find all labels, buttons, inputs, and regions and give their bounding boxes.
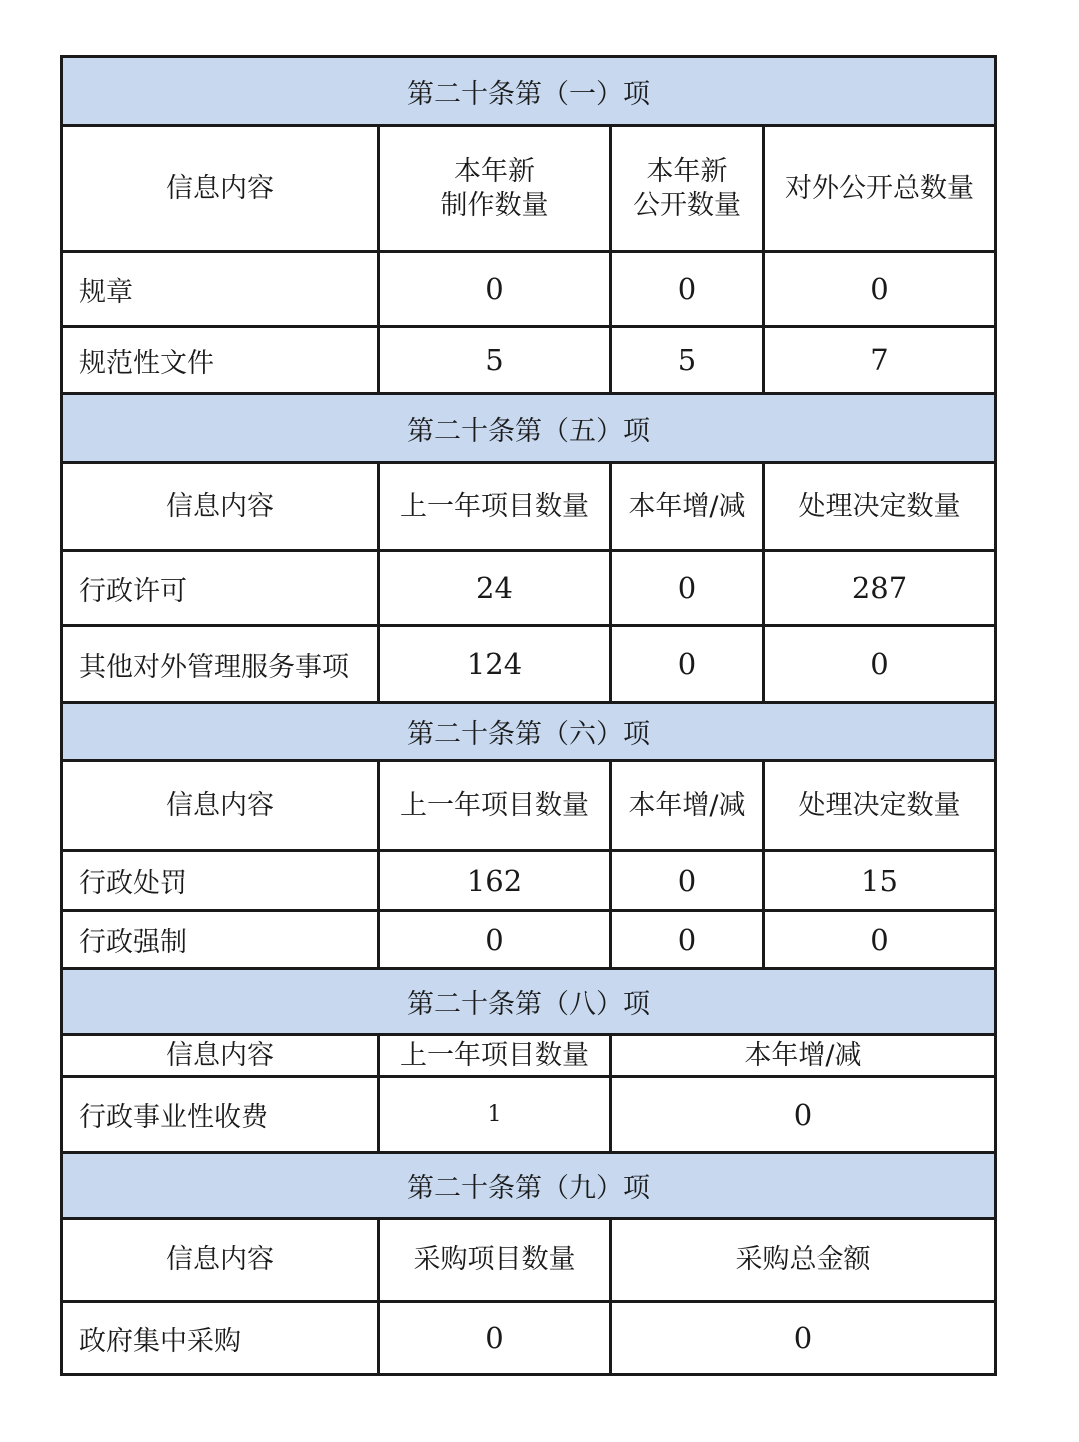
header-cell: 上一年项目数量: [379, 463, 611, 551]
section-5-header-row: [62, 1219, 996, 1302]
table-row: [62, 911, 996, 969]
header-cell: 信息内容: [62, 126, 379, 252]
value-cell: 5: [379, 327, 611, 394]
value-cell: 0: [611, 911, 764, 969]
row-label: 行政处罚: [62, 851, 379, 911]
value-cell: 7: [764, 327, 996, 394]
header-cell: 处理决定数量: [764, 463, 996, 551]
row-label: 政府集中采购: [62, 1302, 379, 1375]
header-cell: 对外公开总数量: [764, 126, 996, 252]
header-cell: 采购总金额: [611, 1219, 996, 1302]
section-2-header-row: [62, 463, 996, 551]
header-cell: 信息内容: [62, 761, 379, 851]
header-cell: 信息内容: [62, 1219, 379, 1302]
value-cell: 0: [611, 1302, 996, 1375]
header-cell: [379, 126, 611, 252]
header-cell: 上一年项目数量: [379, 1035, 611, 1077]
row-label: 行政许可: [62, 551, 379, 626]
header-line: 本年新: [454, 155, 535, 187]
section-2-title-row: [62, 394, 996, 463]
header-cell: 采购项目数量: [379, 1219, 611, 1302]
table-row: [62, 252, 996, 327]
row-label: 行政事业性收费: [62, 1077, 379, 1153]
value-cell: 0: [764, 626, 996, 703]
header-cell: 处理决定数量: [764, 761, 996, 851]
section-1-title-row: [62, 57, 996, 126]
value-cell: 5: [611, 327, 764, 394]
section-title: 第二十条第（九）项: [62, 1153, 996, 1219]
value-cell: 0: [764, 911, 996, 969]
value-cell: 0: [611, 252, 764, 327]
header-cell: 本年增/减: [611, 463, 764, 551]
header-cell: [611, 126, 764, 252]
value-cell: 162: [379, 851, 611, 911]
section-3-header-row: [62, 761, 996, 851]
section-title: 第二十条第（六）项: [62, 703, 996, 761]
table-row: [62, 1077, 996, 1153]
value-cell: 24: [379, 551, 611, 626]
header-cell: 信息内容: [62, 463, 379, 551]
value-cell: 0: [379, 911, 611, 969]
header-cell: 上一年项目数量: [379, 761, 611, 851]
row-label: 规范性文件: [62, 327, 379, 394]
section-4-header-row: [62, 1035, 996, 1077]
row-label: 其他对外管理服务事项: [62, 626, 379, 703]
value-cell: 0: [611, 626, 764, 703]
header-line: 制作数量: [440, 189, 549, 221]
section-title: 第二十条第（一）项: [62, 57, 996, 126]
value-cell: 0: [611, 851, 764, 911]
value-cell: 15: [764, 851, 996, 911]
header-line: 本年新: [646, 155, 728, 187]
section-title: 第二十条第（五）项: [62, 394, 996, 463]
header-cell: 信息内容: [62, 1035, 379, 1077]
value-cell: 0: [379, 1302, 611, 1375]
table-row: [62, 327, 996, 394]
header-cell: 本年增/减: [611, 761, 764, 851]
section-title: 第二十条第（八）项: [62, 969, 996, 1035]
value-cell: 0: [379, 252, 611, 327]
header-line: 公开数量: [633, 189, 741, 221]
value-cell: 287: [764, 551, 996, 626]
value-cell: 1: [379, 1077, 611, 1153]
disclosure-table: [60, 55, 994, 1376]
value-cell: 0: [611, 1077, 996, 1153]
table-row: [62, 1302, 996, 1375]
value-cell: 124: [379, 626, 611, 703]
value-cell: 0: [764, 252, 996, 327]
header-cell: 本年增/减: [611, 1035, 996, 1077]
row-label: 行政强制: [62, 911, 379, 969]
section-4-title-row: [62, 969, 996, 1035]
table-row: [62, 626, 996, 703]
section-1-header-row: [62, 126, 996, 252]
table-row: [62, 851, 996, 911]
table-row: [62, 551, 996, 626]
section-3-title-row: [62, 703, 996, 761]
value-cell: 0: [611, 551, 764, 626]
row-label: 规章: [62, 252, 379, 327]
section-5-title-row: [62, 1153, 996, 1219]
